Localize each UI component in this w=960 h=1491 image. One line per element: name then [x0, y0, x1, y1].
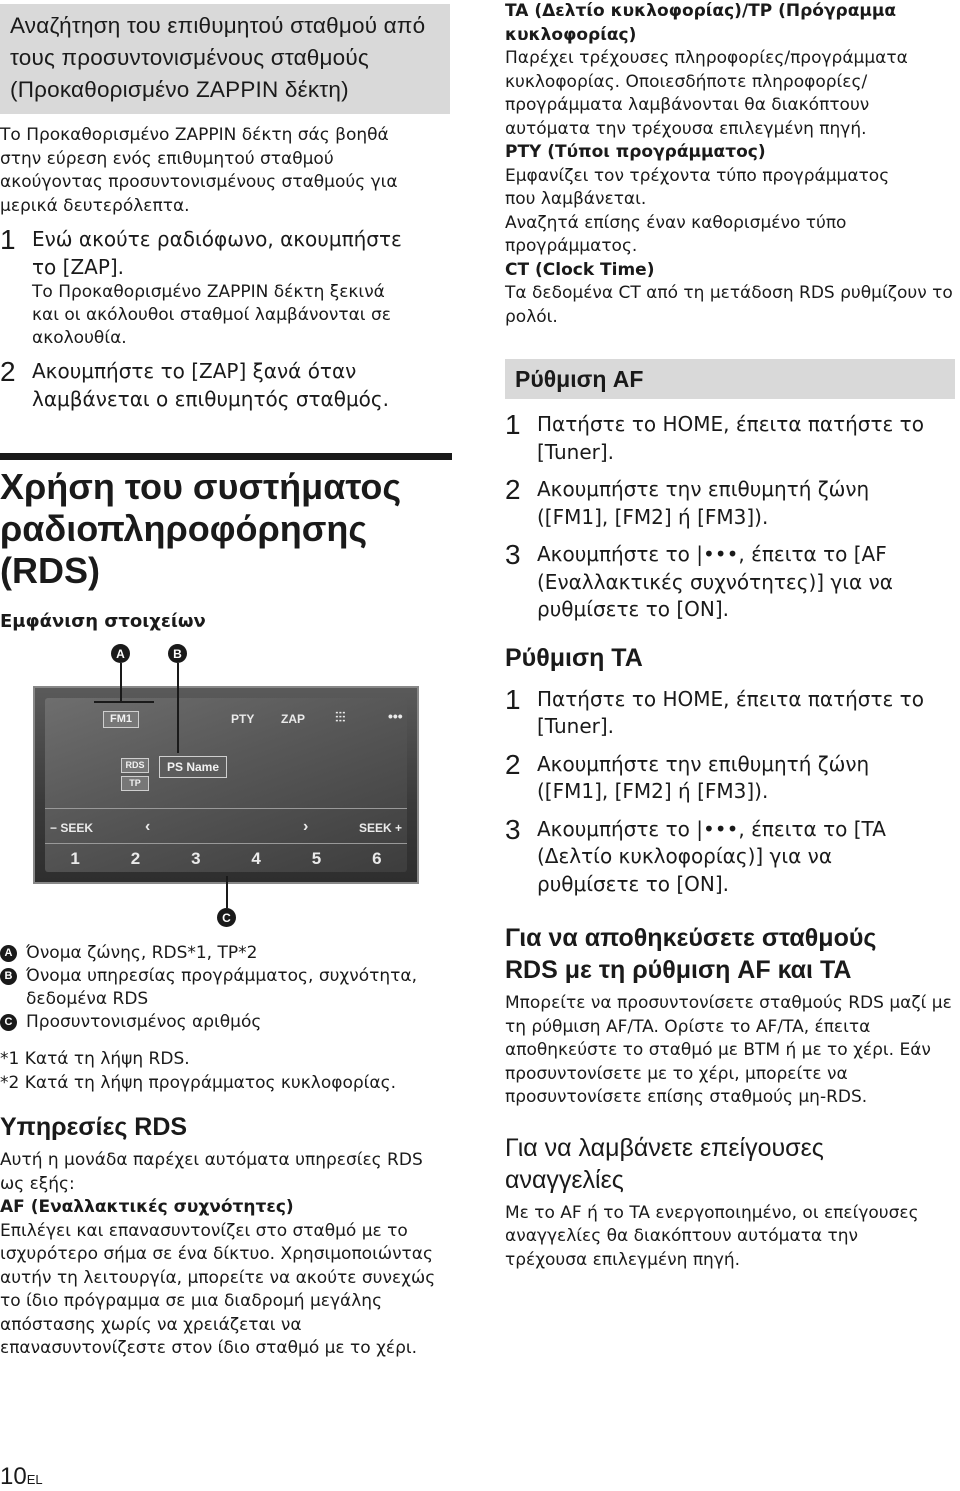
step-text: Ακουμπήστε την επιθυμητή ζώνη ([FM1], [FM2] ή [FM3]). — [537, 751, 870, 803]
display-items-heading: Εμφάνιση στοιχείων — [0, 611, 206, 632]
step-number: 2 — [505, 474, 521, 505]
screen-panel — [45, 698, 407, 872]
step-number: 3 — [505, 813, 521, 845]
ta-step-3 — [505, 813, 957, 899]
footnote-2: *2 Κατά τη λήψη προγράμματος κυκλοφορίας. — [0, 1072, 396, 1093]
callout-a: A — [111, 644, 130, 663]
af-step-3 — [505, 541, 957, 624]
store-rds-heading: Για να αποθηκεύσετε σταθμούς RDS με τη ρύθμιση AF και TA — [505, 924, 877, 984]
language-code: EL — [26, 1472, 43, 1487]
emergency-heading: Για να λαμβάνετε επείγουσες αναγγελίες — [505, 1133, 824, 1194]
preset-row — [45, 844, 407, 874]
preset-1: 1 — [70, 849, 80, 868]
zappin-intro: Το Προκαθορισμένο ZAPPIN δέκτη σάς βοηθά στην εύρεση ενός επιθυμητού σταθμού ακούγοντας προσυντονισμένους σταθμούς για μερικά δευτερόλεπτα. — [0, 125, 398, 216]
step-number: 2 — [505, 748, 521, 780]
af-text: Επιλέγει και επανασυντονίζει στο σταθμό με το ισχυρότερο σήμα σε ένα δίκτυο. Χρησιμοποιώντας αυτήν τη λειτουργία, μπορείτε να ακούτε συνεχώς το ίδιο πρόγραμμα σε μια διαδρομή μεγάλης απόστασης χωρίς να χρειάζεται να επανασυντονίζεστε στον ίδιο σταθμό με το χέρι. — [0, 1220, 436, 1358]
af-title: AF (Εναλλακτικές συχνότητες) — [0, 1197, 294, 1217]
step-number: 2 — [0, 356, 16, 387]
legend-text: Όνομα υπηρεσίας προγράμματος, συχνότητα, δεδομένα RDS — [26, 966, 417, 1009]
legend-b — [0, 965, 455, 1011]
section-rule — [0, 453, 452, 460]
preset-6: 6 — [372, 849, 382, 868]
more-dots-icon: ••• — [388, 708, 403, 724]
left-column — [0, 0, 455, 634]
seek-back-button: − SEEK — [50, 821, 94, 835]
step-number: 3 — [505, 539, 521, 570]
step-text: Πατήστε το HOME, έπειτα πατήστε το [Tuner]. — [537, 412, 924, 464]
ta-step-1 — [505, 683, 957, 741]
step-text: Ακουμπήστε το [ZAP] ξανά όταν λαμβάνεται ο επιθυμητός σταθμός. — [32, 359, 390, 411]
ct-text: Τα δεδομένα CT από τη μετάδοση RDS ρυθμίζουν το ρολόι. — [505, 283, 953, 327]
preset-4: 4 — [251, 849, 261, 868]
legend-badge: A — [0, 945, 17, 962]
af-step-1 — [505, 411, 957, 466]
radio-screen-diagram — [33, 686, 419, 884]
legend-badge: C — [0, 1014, 17, 1031]
ta-step-2 — [505, 748, 957, 806]
preset-3: 3 — [191, 849, 201, 868]
band-label: FM1 — [103, 711, 139, 728]
left-column-lower — [0, 942, 455, 1361]
preset-2: 2 — [130, 849, 141, 868]
legend-c — [0, 1011, 455, 1034]
leader-line-a — [120, 663, 122, 701]
af-step-2 — [505, 476, 957, 531]
step-number: 1 — [0, 224, 16, 255]
step-text: Πατήστε το HOME, έπειτα πατήστε το [Tuner]. — [537, 686, 924, 738]
rds-services-intro: Αυτή η μονάδα παρέχει αυτόματα υπηρεσίες RDS ως εξής: — [0, 1150, 423, 1194]
ct-title: CT (Clock Time) — [505, 259, 655, 280]
preset-5: 5 — [311, 849, 322, 868]
zappin-step-2 — [0, 358, 455, 413]
ps-name-display: PS Name — [159, 756, 227, 778]
leader-line-b — [177, 663, 179, 753]
step-text: Ακουμπήστε το |•••, έπειτα το [TA (Δελτίο κυκλοφορίας)] για να ρυθμίσετε το [ON]. — [537, 816, 886, 896]
legend-badge: B — [0, 968, 17, 985]
zappin-heading: Αναζήτηση του επιθυμητού σταθμού από τους προσυντονισμένους σταθμούς (Προκαθορισμένο ZAPPIN δέκτη) — [0, 4, 450, 114]
rds-indicator: RDS — [121, 758, 149, 773]
pty-text-1: Εμφανίζει τον τρέχοντα τύπο προγράμματος που λαμβάνεται. — [505, 165, 890, 209]
ta-setting-heading: Ρύθμιση TA — [505, 643, 643, 672]
zappin-step-1-detail: Το Προκαθορισμένο ZAPPIN δέκτη ξεκινά και οι ακόλουθοι σταθμοί λαμβάνονται σε ακολουθία. — [32, 282, 391, 348]
leader-line-c — [226, 876, 228, 908]
chevron-right-icon: › — [303, 818, 309, 835]
step-number: 1 — [505, 409, 521, 440]
rds-heading: Χρήση του συστήματος ραδιοπληροφόρησης (RDS) — [0, 466, 402, 591]
seek-forward-button: SEEK + — [359, 821, 403, 835]
legend-text: Προσυντονισμένος αριθμός — [26, 1012, 262, 1032]
right-column — [505, 0, 957, 1272]
zap-button: ZAP — [281, 712, 305, 726]
chevron-left-icon: ‹ — [145, 818, 151, 835]
store-rds-text: Μπορείτε να προσυντονίσετε σταθμούς RDS μαζί με τη ρύθμιση AF/TA. Ορίστε το AF/TA, έπειτα αποθηκεύστε το σταθμό με BTM ή με το χέρι. Εάν προσυντονίσετε με το χέρι, μπορείτε να προσυντονίσετε επίσης σταθμούς μη-RDS. — [505, 993, 952, 1107]
pty-text-2: Αναζητά επίσης έναν καθορισμένο τύπο προγράμματος. — [505, 212, 847, 256]
rds-services-heading: Υπηρεσίες RDS — [0, 1113, 188, 1141]
step-text: Ακουμπήστε την επιθυμητή ζώνη ([FM1], [FM2] ή [FM3]). — [537, 477, 870, 529]
zappin-step-1 — [0, 226, 455, 281]
step-number: 1 — [505, 683, 521, 715]
callout-b: B — [168, 644, 187, 663]
footnote-1: *1 Κατά τη λήψη RDS. — [0, 1049, 190, 1069]
pty-button: PTY — [231, 712, 255, 726]
page-number: 10 — [0, 1463, 27, 1490]
af-setting-heading: Ρύθμιση AF — [505, 359, 955, 399]
step-text: Ακουμπήστε το |•••, έπειτα το [AF (Εναλλακτικές συχνότητες)] για να ρυθμίσετε το [ON]. — [537, 542, 893, 621]
ta-text: Παρέχει τρέχουσες πληροφορίες/προγράμματα κυκλοφορίας. Οποιεσδήποτε πληροφορίες/ προγράμματα λαμβάνονται θα διακόπτουν αυτόματα την τρέχουσα επιλεγμένη πηγή. — [505, 48, 908, 139]
ta-title: TA (Δελτίο κυκλοφορίας)/TP (Πρόγραμμα κυκλοφορίας) — [505, 1, 897, 45]
tp-indicator: TP — [121, 776, 149, 791]
step-text: Ενώ ακούτε ραδιόφωνο, ακουμπήστε το [ZAP]. — [32, 227, 402, 279]
seek-bar-divider — [45, 808, 407, 809]
legend-text: Όνομα ζώνης, RDS*1, TP*2 — [26, 943, 258, 963]
pty-title: PTY (Τύποι προγράμματος) — [505, 142, 766, 162]
emergency-text: Με το AF ή το TA ενεργοποιημένο, οι επείγουσες αναγγελίες θα διακόπτουν αυτόματα την τρέχουσα επιλεγμένη πηγή. — [505, 1202, 919, 1270]
callout-c: C — [217, 908, 236, 927]
legend-a — [0, 942, 455, 965]
equalizer-icon: ⫶⫶⫶ — [335, 709, 346, 725]
leader-line-a-box — [94, 701, 154, 703]
